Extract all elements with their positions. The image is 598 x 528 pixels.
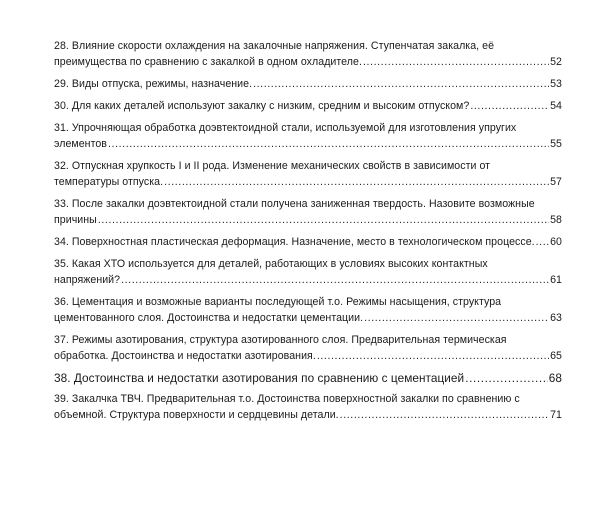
toc-entry-title-line: 34. Поверхностная пластическая деформация. Назначение, место в технологическом процессе. <box>54 236 535 248</box>
toc-entry-last-line <box>54 212 562 228</box>
toc-entry-last-line <box>54 54 562 70</box>
toc-entry-last-line <box>54 407 562 423</box>
toc-entry-title-line: 29. Виды отпуска, режимы, назначение. <box>54 78 253 90</box>
toc-entry-title-line: объемной. Структура поверхности и сердцевины детали. <box>54 409 339 421</box>
dot-leader <box>98 212 549 228</box>
toc-page-number: 68 <box>548 371 562 385</box>
toc-entry[interactable] <box>54 234 562 250</box>
toc-entry-last-line <box>54 348 562 364</box>
toc-entry-title-line: цементованного слоя. Достоинства и недостатки цементации. <box>54 312 364 324</box>
toc-entry-last-line <box>54 272 562 288</box>
toc-page-number: 65 <box>550 350 562 362</box>
toc-entry[interactable] <box>54 158 562 190</box>
dot-leader <box>108 136 549 152</box>
toc-entry-title-line: причины <box>54 214 97 226</box>
toc-entry[interactable] <box>54 256 562 288</box>
dot-leader <box>465 370 548 387</box>
toc-entry-title-line: 30. Для каких деталей используют закалку с низким, средним и высоким отпуском? <box>54 100 470 112</box>
toc-entry-last-line <box>54 174 562 190</box>
toc-entry-last-line <box>54 234 562 250</box>
toc-entry-last-line <box>54 98 562 114</box>
toc-page-number: 54 <box>550 100 562 112</box>
toc-entry-last-line <box>54 136 562 152</box>
toc-entry[interactable] <box>54 98 562 114</box>
toc-page-number: 52 <box>550 56 562 68</box>
toc-entry[interactable] <box>54 370 562 387</box>
toc-entry-title-line: 35. Какая ХТО используется для деталей, работающих в условиях высоких контактных <box>54 258 488 270</box>
toc-entry-title-line: 37. Режимы азотирования, структура азотированного слоя. Предварительная термическая <box>54 334 507 346</box>
toc-page-number: 55 <box>550 138 562 150</box>
toc-entry-title-line: преимущества по сравнению с закалкой в одном охладителе. <box>54 56 362 68</box>
toc-entry[interactable] <box>54 294 562 326</box>
dot-leader <box>253 76 549 92</box>
table-of-contents <box>54 38 562 429</box>
toc-entry-last-line <box>54 310 562 326</box>
dot-leader <box>470 98 549 114</box>
toc-entry-title-line: 36. Цементация и возможные варианты последующей т.о. Режимы насыщения, структура <box>54 296 502 308</box>
dot-leader <box>164 174 549 190</box>
toc-entry-title-line: температуры отпуска. <box>54 176 164 188</box>
toc-page-number: 58 <box>550 214 562 226</box>
dot-leader <box>121 272 549 288</box>
toc-entry-title-line: обработка. Достоинства и недостатки азотирования. <box>54 350 316 362</box>
toc-entry-title-line: 28. Влияние скорости охлаждения на закалочные напряжения. Ступенчатая закалка, её <box>54 40 495 52</box>
toc-entry[interactable] <box>54 196 562 228</box>
dot-leader <box>317 348 549 364</box>
toc-entry[interactable] <box>54 120 562 152</box>
dot-leader <box>363 54 549 70</box>
toc-page-number: 57 <box>550 176 562 188</box>
toc-entry-title-line: элементов <box>54 138 107 150</box>
toc-entry-title-line: 39. Закалчка ТВЧ. Предварительная т.о. Достоинства поверхностной закалки по сравнению с <box>54 393 520 405</box>
toc-entry[interactable] <box>54 332 562 364</box>
toc-entry-title-line: 38. Достоинства и недостатки азотирования по сравнению с цементацией <box>54 371 465 385</box>
dot-leader <box>364 310 549 326</box>
toc-entry[interactable] <box>54 76 562 92</box>
toc-entry-title-line: 31. Упрочняющая обработка доэвтектоидной стали, используемой для изготовления упругих <box>54 122 517 134</box>
toc-entry[interactable] <box>54 38 562 70</box>
toc-entry-last-line <box>54 76 562 92</box>
toc-page-number: 71 <box>550 409 562 421</box>
dot-leader <box>536 234 549 250</box>
toc-entry[interactable] <box>54 391 562 423</box>
toc-entry-title-line: 33. После закалки доэвтектоидной стали получена заниженная твердость. Назовите возможные <box>54 198 535 210</box>
toc-entry-title-line: 32. Отпускная хрупкость I и II рода. Изменение механических свойств в зависимости от <box>54 160 491 172</box>
toc-entry-title-line: напряжений? <box>54 274 121 286</box>
toc-page-number: 63 <box>550 312 562 324</box>
toc-page-number: 60 <box>550 236 562 248</box>
toc-page-number: 53 <box>550 78 562 90</box>
dot-leader <box>340 407 549 423</box>
toc-page-number: 61 <box>550 274 562 286</box>
toc-entry-last-line <box>54 370 562 387</box>
